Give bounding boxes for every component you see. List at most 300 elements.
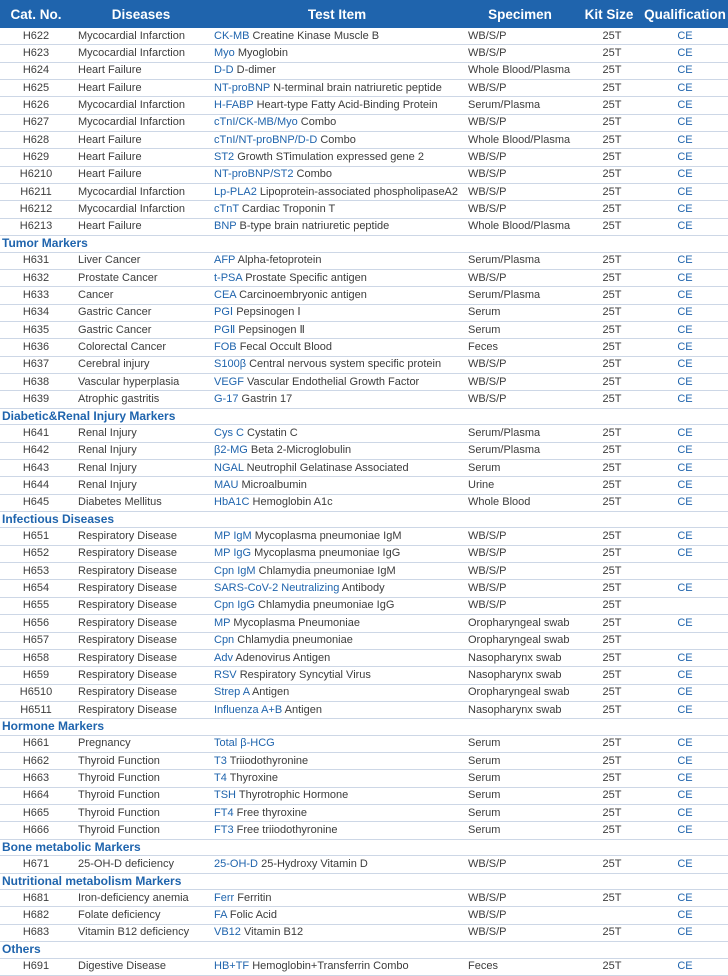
test-abbreviation: NT-proBNP <box>214 81 271 94</box>
test-abbreviation: FT4 <box>214 806 234 819</box>
disease-cell: Respiratory Disease <box>72 632 210 649</box>
test-abbreviation: Influenza A+B <box>214 703 283 716</box>
test-item-cell <box>210 339 464 356</box>
kit-size-cell: 25T <box>576 563 642 580</box>
test-item-cell <box>210 269 464 286</box>
test-description: Folic Acid <box>229 909 277 922</box>
specimen-cell: Serum <box>464 459 576 476</box>
qualification-cell: CE <box>642 114 728 131</box>
specimen-cell: WB/S/P <box>464 890 576 907</box>
qualification-cell: CE <box>642 149 728 166</box>
table-row <box>0 632 728 649</box>
cat-no-cell: H658 <box>0 649 72 666</box>
kit-size-cell: 25T <box>576 80 642 97</box>
cat-no-cell: H635 <box>0 322 72 339</box>
test-description: Vascular Endothelial Growth Factor <box>247 375 420 388</box>
kit-size-cell: 25T <box>576 958 642 975</box>
test-description: Pepsinogen Ⅰ <box>236 306 301 319</box>
test-abbreviation: Adv <box>214 651 233 664</box>
qualification-cell: CE <box>642 166 728 183</box>
cat-no-cell: H624 <box>0 62 72 79</box>
qualification-cell: CE <box>642 391 728 408</box>
test-item-cell <box>210 459 464 476</box>
disease-cell: Vitamin B12 deficiency <box>72 924 210 941</box>
test-abbreviation: VEGF <box>214 375 244 388</box>
disease-cell: Cerebral injury <box>72 356 210 373</box>
qualification-cell: CE <box>642 907 728 924</box>
test-item-cell <box>210 805 464 822</box>
kit-size-cell: 25T <box>576 805 642 822</box>
disease-cell: Renal Injury <box>72 425 210 442</box>
test-item-cell <box>210 632 464 649</box>
cat-no-cell: H636 <box>0 339 72 356</box>
cat-no-cell: H6510 <box>0 684 72 701</box>
test-item-cell <box>210 563 464 580</box>
cat-no-cell: H623 <box>0 45 72 62</box>
kit-size-cell: 25T <box>576 924 642 941</box>
specimen-cell: WB/S/P <box>464 149 576 166</box>
kit-size-cell: 25T <box>576 287 642 304</box>
test-description: Thyrotrophic Hormone <box>238 789 349 802</box>
kit-size-cell: 25T <box>576 339 642 356</box>
test-description: Triiodothyronine <box>229 754 309 767</box>
test-item-cell <box>210 667 464 684</box>
cat-no-cell: H651 <box>0 528 72 545</box>
table-row <box>0 97 728 114</box>
specimen-cell: Feces <box>464 339 576 356</box>
specimen-cell: WB/S/P <box>464 166 576 183</box>
disease-cell: Thyroid Function <box>72 787 210 804</box>
test-abbreviation: HB+TF <box>214 960 250 973</box>
test-abbreviation: BNP <box>214 220 237 233</box>
test-abbreviation: CK-MB <box>214 29 250 42</box>
kit-size-cell: 25T <box>576 753 642 770</box>
test-description: Chlamydia pneumoniae <box>237 634 353 647</box>
kit-size-cell: 25T <box>576 322 642 339</box>
section-header-row <box>0 408 728 425</box>
kit-size-cell: 25T <box>576 304 642 321</box>
disease-cell: Renal Injury <box>72 459 210 476</box>
test-item-cell <box>210 28 464 45</box>
test-abbreviation: Total β-HCG <box>214 737 275 750</box>
qualification-cell: CE <box>642 374 728 391</box>
disease-cell: Prostate Cancer <box>72 269 210 286</box>
test-item-cell <box>210 684 464 701</box>
table-row <box>0 597 728 614</box>
header-specimen: Specimen <box>488 6 552 22</box>
test-description: D-dimer <box>236 64 276 77</box>
test-description: Fecal Occult Blood <box>239 341 333 354</box>
header-test-item: Test Item <box>307 6 367 22</box>
cat-no-cell: H6511 <box>0 701 72 718</box>
disease-cell: Cancer <box>72 287 210 304</box>
kit-size-cell: 25T <box>576 580 642 597</box>
kit-size-cell: 25T <box>576 822 642 839</box>
specimen-cell: Whole Blood/Plasma <box>464 218 576 235</box>
kit-size-cell: 25T <box>576 684 642 701</box>
test-description: Growth STimulation expressed gene 2 <box>237 151 424 164</box>
cat-no-cell: H662 <box>0 753 72 770</box>
kit-size-cell: 25T <box>576 528 642 545</box>
disease-cell: Heart Failure <box>72 62 210 79</box>
specimen-cell: Serum <box>464 787 576 804</box>
test-abbreviation: FT3 <box>214 824 234 837</box>
kit-size-cell: 25T <box>576 62 642 79</box>
specimen-cell: WB/S/P <box>464 924 576 941</box>
cat-no-cell: H655 <box>0 597 72 614</box>
disease-cell: Respiratory Disease <box>72 545 210 562</box>
qualification-cell: CE <box>642 684 728 701</box>
cat-no-cell: H638 <box>0 374 72 391</box>
qualification-cell: CE <box>642 890 728 907</box>
qualification-cell: CE <box>642 356 728 373</box>
test-description: Central nervous system specific protein <box>249 358 442 371</box>
test-description: Alpha-fetoprotein <box>237 254 322 267</box>
qualification-cell: CE <box>642 339 728 356</box>
kit-size-cell: 25T <box>576 201 642 218</box>
cat-no-cell: H657 <box>0 632 72 649</box>
cat-no-cell: H681 <box>0 890 72 907</box>
table-row <box>0 545 728 562</box>
qualification-cell: CE <box>642 545 728 562</box>
disease-cell: Gastric Cancer <box>72 304 210 321</box>
kit-size-cell: 25T <box>576 615 642 632</box>
qualification-cell: CE <box>642 459 728 476</box>
test-abbreviation: D-D <box>214 64 234 77</box>
table-row <box>0 45 728 62</box>
specimen-cell: Serum/Plasma <box>464 287 576 304</box>
disease-cell: Thyroid Function <box>72 805 210 822</box>
kit-size-cell: 25T <box>576 459 642 476</box>
test-abbreviation: cTnI/CK-MB/Myo <box>214 116 298 129</box>
table-row <box>0 28 728 45</box>
specimen-cell: Whole Blood <box>464 494 576 511</box>
test-item-cell <box>210 114 464 131</box>
test-item-cell <box>210 322 464 339</box>
test-abbreviation: ST2 <box>214 151 235 164</box>
qualification-cell: CE <box>642 958 728 975</box>
table-row <box>0 528 728 545</box>
test-item-cell <box>210 856 464 873</box>
table-row <box>0 822 728 839</box>
disease-cell: Renal Injury <box>72 477 210 494</box>
kit-size-cell: 25T <box>576 425 642 442</box>
header-diseases: Diseases <box>111 6 171 22</box>
specimen-cell: Nasopharynx swab <box>464 701 576 718</box>
test-item-cell <box>210 287 464 304</box>
qualification-cell: CE <box>642 97 728 114</box>
kit-size-cell: 25T <box>576 374 642 391</box>
qualification-cell: CE <box>642 252 728 269</box>
test-abbreviation: AFP <box>214 254 236 267</box>
disease-cell: Respiratory Disease <box>72 597 210 614</box>
table-row <box>0 856 728 873</box>
test-description: Respiratory Syncytial Virus <box>239 668 371 681</box>
test-item-cell <box>210 356 464 373</box>
disease-cell: Iron-deficiency anemia <box>72 890 210 907</box>
specimen-cell: Serum <box>464 805 576 822</box>
qualification-cell: CE <box>642 442 728 459</box>
cat-no-cell: H6212 <box>0 201 72 218</box>
specimen-cell: WB/S/P <box>464 374 576 391</box>
cat-no-cell: H682 <box>0 907 72 924</box>
cat-no-cell: H627 <box>0 114 72 131</box>
table-row <box>0 391 728 408</box>
qualification-cell: CE <box>642 856 728 873</box>
test-description: Combo <box>300 116 337 129</box>
section-title: Diabetic&Renal Injury Markers <box>0 408 728 425</box>
cat-no-cell: H626 <box>0 97 72 114</box>
specimen-cell: Serum <box>464 304 576 321</box>
test-item-cell <box>210 80 464 97</box>
test-abbreviation: PGⅠ <box>214 306 234 319</box>
table-row <box>0 459 728 476</box>
disease-cell: Respiratory Disease <box>72 701 210 718</box>
test-description: Cardiac Troponin T <box>241 203 336 216</box>
test-description: Neutrophil Gelatinase Associated <box>246 461 409 474</box>
table-row <box>0 114 728 131</box>
kit-size-cell: 25T <box>576 442 642 459</box>
test-description: Carcinoembryonic antigen <box>239 288 367 301</box>
table-row <box>0 477 728 494</box>
test-abbreviation: Cpn <box>214 634 235 647</box>
cat-no-cell: H642 <box>0 442 72 459</box>
test-description: Antigen <box>251 686 290 699</box>
specimen-cell: Oropharyngeal swab <box>464 632 576 649</box>
test-item-cell <box>210 770 464 787</box>
test-description: Free thyroxine <box>236 806 307 819</box>
test-abbreviation: Strep A <box>214 686 250 699</box>
specimen-cell: Nasopharynx swab <box>464 649 576 666</box>
qualification-cell: CE <box>642 80 728 97</box>
test-item-cell <box>210 735 464 752</box>
test-item-cell <box>210 580 464 597</box>
test-abbreviation: T4 <box>214 772 227 785</box>
disease-cell: Folate deficiency <box>72 907 210 924</box>
table-row <box>0 580 728 597</box>
disease-cell: Colorectal Cancer <box>72 339 210 356</box>
kit-size-cell <box>576 907 642 924</box>
cat-no-cell: H6213 <box>0 218 72 235</box>
test-abbreviation: HbA1C <box>214 496 250 509</box>
test-abbreviation: MP <box>214 616 231 629</box>
table-row <box>0 149 728 166</box>
test-item-cell <box>210 494 464 511</box>
qualification-cell <box>642 632 728 649</box>
table-row <box>0 218 728 235</box>
qualification-cell: CE <box>642 649 728 666</box>
table-row <box>0 735 728 752</box>
disease-cell: Mycocardial Infarction <box>72 28 210 45</box>
disease-cell: Mycocardial Infarction <box>72 201 210 218</box>
test-item-cell <box>210 166 464 183</box>
kit-size-cell: 25T <box>576 269 642 286</box>
kit-size-cell: 25T <box>576 252 642 269</box>
test-description: Vitamin B12 <box>243 926 304 939</box>
test-description: 25-Hydroxy Vitamin D <box>261 857 368 870</box>
table-row <box>0 269 728 286</box>
test-description: Hemoglobin A1c <box>252 496 333 509</box>
test-item-cell <box>210 184 464 201</box>
test-description: Prostate Specific antigen <box>245 271 367 284</box>
section-header-row <box>0 873 728 890</box>
test-abbreviation: FOB <box>214 341 237 354</box>
test-abbreviation: MAU <box>214 478 239 491</box>
specimen-cell: WB/S/P <box>464 907 576 924</box>
kit-size-cell: 25T <box>576 667 642 684</box>
test-abbreviation: Cpn IgG <box>214 599 255 612</box>
table-row <box>0 442 728 459</box>
kit-size-cell: 25T <box>576 149 642 166</box>
test-item-cell <box>210 442 464 459</box>
disease-cell: Diabetes Mellitus <box>72 494 210 511</box>
qualification-cell: CE <box>642 701 728 718</box>
disease-cell: Respiratory Disease <box>72 615 210 632</box>
specimen-cell: Serum <box>464 753 576 770</box>
table-row <box>0 667 728 684</box>
specimen-cell: Serum/Plasma <box>464 442 576 459</box>
test-abbreviation: PGⅡ <box>214 323 236 336</box>
test-abbreviation: cTnI/NT-proBNP/D-D <box>214 133 318 146</box>
test-description: Hemoglobin+Transferrin Combo <box>252 960 409 973</box>
test-item-cell <box>210 528 464 545</box>
section-title: Nutritional metabolism Markers <box>0 873 728 890</box>
qualification-cell: CE <box>642 805 728 822</box>
qualification-cell: CE <box>642 528 728 545</box>
kit-size-cell: 25T <box>576 597 642 614</box>
test-abbreviation: VB12 <box>214 926 241 939</box>
test-abbreviation: T3 <box>214 754 227 767</box>
cat-no-cell: H629 <box>0 149 72 166</box>
disease-cell: Heart Failure <box>72 166 210 183</box>
specimen-cell: WB/S/P <box>464 184 576 201</box>
table-row <box>0 80 728 97</box>
disease-cell: Respiratory Disease <box>72 580 210 597</box>
test-item-cell <box>210 615 464 632</box>
test-description: Cystatin C <box>247 426 298 439</box>
specimen-cell: WB/S/P <box>464 28 576 45</box>
test-abbreviation: TSH <box>214 789 236 802</box>
cat-no-cell: H634 <box>0 304 72 321</box>
test-abbreviation: cTnT <box>214 203 239 216</box>
specimen-cell: Serum <box>464 822 576 839</box>
cat-no-cell: H625 <box>0 80 72 97</box>
test-description: Mycoplasma pneumoniae IgG <box>254 547 401 560</box>
table-body <box>0 28 728 976</box>
test-abbreviation: MP IgG <box>214 547 252 560</box>
table-row <box>0 132 728 149</box>
test-item-cell <box>210 545 464 562</box>
cat-no-cell: H628 <box>0 132 72 149</box>
table-row <box>0 770 728 787</box>
test-description: B-type brain natriuretic peptide <box>239 220 390 233</box>
kit-size-cell: 25T <box>576 218 642 235</box>
qualification-cell: CE <box>642 787 728 804</box>
table-row <box>0 322 728 339</box>
specimen-cell: WB/S/P <box>464 528 576 545</box>
test-abbreviation: RSV <box>214 668 237 681</box>
table-row <box>0 62 728 79</box>
qualification-cell: CE <box>642 924 728 941</box>
test-abbreviation: CEA <box>214 288 237 301</box>
test-item-cell <box>210 477 464 494</box>
cat-no-cell: H633 <box>0 287 72 304</box>
test-description: Pepsinogen Ⅱ <box>238 323 305 336</box>
test-abbreviation: S100β <box>214 358 247 371</box>
test-abbreviation: Myo <box>214 47 235 60</box>
table-header-row <box>0 0 728 28</box>
test-item-cell <box>210 252 464 269</box>
qualification-cell: CE <box>642 62 728 79</box>
cat-no-cell: H639 <box>0 391 72 408</box>
cat-no-cell: H643 <box>0 459 72 476</box>
test-description: Chlamydia pneumoniae IgG <box>258 599 395 612</box>
cat-no-cell: H637 <box>0 356 72 373</box>
disease-cell: Mycocardial Infarction <box>72 45 210 62</box>
specimen-cell: Serum <box>464 322 576 339</box>
specimen-cell: WB/S/P <box>464 201 576 218</box>
test-description: Thyroxine <box>229 772 278 785</box>
section-header-row <box>0 719 728 736</box>
specimen-cell: Nasopharynx swab <box>464 667 576 684</box>
qualification-cell: CE <box>642 45 728 62</box>
cat-no-cell: H631 <box>0 252 72 269</box>
test-item-cell <box>210 391 464 408</box>
table-row <box>0 287 728 304</box>
specimen-cell: Feces <box>464 958 576 975</box>
section-header-row <box>0 942 728 959</box>
specimen-cell: WB/S/P <box>464 45 576 62</box>
test-item-cell <box>210 701 464 718</box>
table-row <box>0 615 728 632</box>
test-item-cell <box>210 149 464 166</box>
cat-no-cell: H661 <box>0 735 72 752</box>
disease-cell: Mycocardial Infarction <box>72 97 210 114</box>
section-title: Infectious Diseases <box>0 511 728 528</box>
section-title: Tumor Markers <box>0 236 728 253</box>
test-description: Myoglobin <box>237 47 288 60</box>
qualification-cell: CE <box>642 304 728 321</box>
disease-cell: Respiratory Disease <box>72 563 210 580</box>
kit-size-cell: 25T <box>576 770 642 787</box>
disease-cell: Heart Failure <box>72 132 210 149</box>
test-item-cell <box>210 753 464 770</box>
test-abbreviation: G-17 <box>214 393 239 406</box>
table-row <box>0 184 728 201</box>
disease-cell: Thyroid Function <box>72 753 210 770</box>
table-row <box>0 166 728 183</box>
specimen-cell: Oropharyngeal swab <box>464 615 576 632</box>
test-abbreviation: H-FABP <box>214 99 254 112</box>
test-description: Chlamydia pneumoniae IgM <box>258 564 396 577</box>
kit-size-cell: 25T <box>576 649 642 666</box>
test-item-cell <box>210 958 464 975</box>
qualification-cell: CE <box>642 184 728 201</box>
disease-cell: Gastric Cancer <box>72 322 210 339</box>
header-kit-size: Kit Size <box>584 6 634 22</box>
kit-size-cell: 25T <box>576 787 642 804</box>
cat-no-cell: H654 <box>0 580 72 597</box>
test-description: Combo <box>296 168 332 181</box>
test-item-cell <box>210 907 464 924</box>
test-item-cell <box>210 597 464 614</box>
section-title: Bone metabolic Markers <box>0 839 728 856</box>
test-abbreviation: 25-OH-D <box>214 857 259 870</box>
test-abbreviation: Cpn IgM <box>214 564 256 577</box>
disease-cell: Respiratory Disease <box>72 684 210 701</box>
qualification-cell: CE <box>642 667 728 684</box>
specimen-cell: Whole Blood/Plasma <box>464 132 576 149</box>
